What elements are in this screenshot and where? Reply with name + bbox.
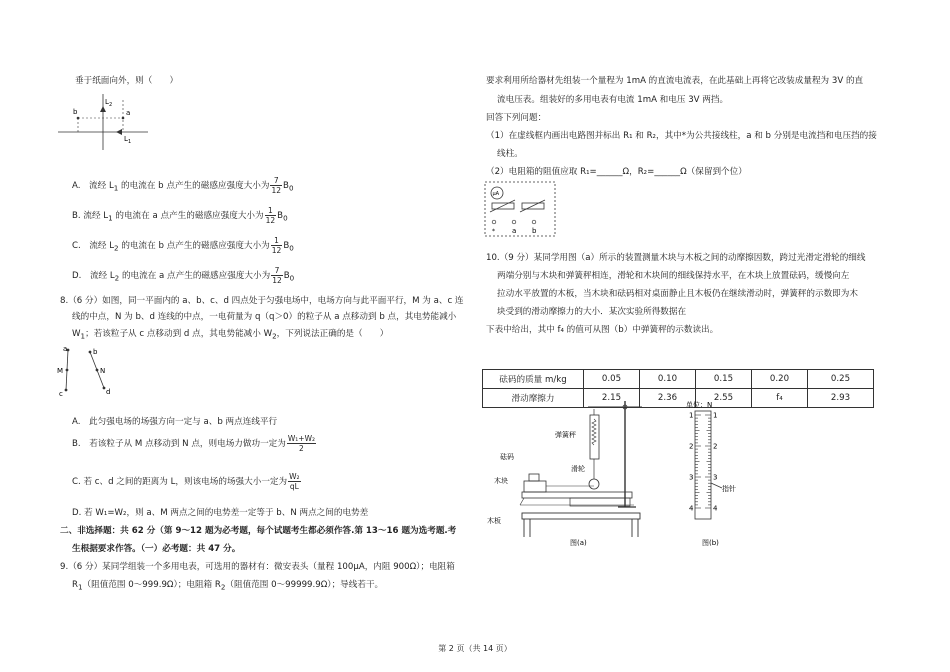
- page-footer: 第 2 页（共 14 页）: [438, 644, 512, 653]
- q8-option-C[interactable]: C. 若 c、d 之间的距离为 L，则该电场的场强大小一定为 $\frac{\text{W₂}}{qL}$: [72, 472, 300, 491]
- table-cell: 2.55: [696, 389, 752, 408]
- q9-subq1-line1: （1）在虚线框内画出电路图并标出 R₁ 和 R₂，其中*为公共接线柱，a 和 b 分别是电流挡和电压挡的接: [486, 131, 877, 141]
- table-cell: 2.15: [584, 389, 640, 408]
- q10-stem-line2: 两端分别与木块和弹簧秤相连，滑轮和木块间的细线保持水平，在木块上放置砝码，缓慢向左: [497, 271, 850, 281]
- q7-intro: 垂于纸面向外，则（ ）: [75, 76, 179, 86]
- fig9-terminal-b: b: [532, 227, 537, 235]
- fig-q9-circuit-box: [484, 181, 556, 237]
- fig7-label-L2: L: [105, 98, 109, 106]
- fig-a-label-board: 木板: [487, 517, 501, 525]
- fig7-label-a: a: [126, 109, 131, 117]
- fig7-label-L2-sub: 2: [109, 102, 113, 108]
- fig-b-tick-label-right: 3: [713, 473, 718, 482]
- q9-requirement-line1: 要求利用所给器材先组装一个量程为 1mA 的直流电流表，在此基础上再将它改装成量程为 3V 的直: [486, 76, 864, 86]
- table-cell: 砝码的质量 m/kg: [483, 370, 584, 389]
- fig-a-label-spring-scale: 弹簧秤: [555, 431, 576, 439]
- q9-stem-line1: 9.（6 分）某同学组装一个多用电表，可选用的器材有：微安表头（量程 100μA，内阻 900Ω）；电阻箱: [60, 562, 455, 572]
- q9-stem-line2: $R_1$（阻值范围 0～999.9Ω）；电阻箱 $R_2$（阻值范围 0～99999.9Ω）；导线若干。: [72, 580, 384, 592]
- fig-b-caption: 图(b): [702, 539, 719, 547]
- fig8-label-N: N: [100, 367, 106, 375]
- table-cell: 滑动摩擦力: [483, 389, 584, 408]
- fig-b-unit-label: 单位：N: [686, 401, 713, 409]
- fig7-label-b: b: [73, 108, 78, 116]
- fig-a-caption: 图(a): [570, 539, 587, 547]
- q10-stem-line1: 10.（9 分）某同学用图（a）所示的装置测量木块与木板之间的动摩擦因数，跨过光滑定滑轮的细线: [486, 253, 866, 263]
- q9-subq1-line2: 线柱。: [497, 149, 523, 159]
- q10-stem-line3: 拉动水平放置的木板，当木块和砝码相对桌面静止且木板仍在继续滑动时，弹簧秤的示数即为木: [497, 289, 858, 299]
- table-cell: 0.20: [752, 370, 808, 389]
- fig9-microammeter-label: μA: [492, 191, 500, 197]
- fig-b-tick-label-left: 4: [689, 504, 694, 513]
- table-cell: 0.25: [808, 370, 874, 389]
- table-cell: 0.15: [696, 370, 752, 389]
- fig9-terminal-a: a: [512, 227, 517, 235]
- fig8-label-d: d: [106, 388, 111, 396]
- fig-a-apparatus: [484, 395, 664, 550]
- table-cell: 0.05: [584, 370, 640, 389]
- q7-option-A[interactable]: A. 流经 $L_1$ 的电流在 b 点产生的磁感应强度大小为 $\frac{7}{12}$ $B_0$: [72, 176, 294, 195]
- q7-option-C[interactable]: C. 流经 $L_2$ 的电流在 b 点产生的磁感应强度大小为 $\frac{1}{12}$ $B_0$: [72, 236, 294, 255]
- section2-heading-line2: 生根据要求作答。（一）必考题：共 47 分。: [72, 544, 241, 554]
- q8-stem-line2: 线的中点，N 为 b、d 连线的中点，一电荷量为 q（q＞0）的粒子从 a 点移动到 b 点，其电势能减小: [72, 312, 457, 322]
- fig8-label-a: a: [63, 345, 68, 353]
- q9-answer-prompt: 回答下列问题：: [486, 113, 547, 123]
- table-cell: f₄: [752, 389, 808, 408]
- q8-option-D[interactable]: D. 若 W₁=W₂，则 a、M 两点之间的电势差一定等于 b、N 两点之间的电势差: [72, 508, 369, 518]
- fig-a-label-block: 木块: [494, 477, 508, 485]
- section2-heading-line1: 二、非选择题：共 62 分（第 9～12 题为必考题，每个试题考生都必须作答.第 13～16 题为选考题.考: [60, 526, 457, 536]
- fig-b-tick-label-right: 4: [713, 504, 718, 513]
- fig-b-ticks: [689, 412, 718, 513]
- q10-stem-line4: 块受到的滑动摩擦力的大小．某次实验所得数据在: [497, 307, 687, 317]
- fig-a-label-pulley: 滑轮: [571, 465, 585, 473]
- fig-q8-points: [56, 344, 116, 400]
- fig-b-spring-scale-reading: [674, 395, 754, 550]
- q8-stem-line3: $W_1$；若该粒子从 c 点移动到 d 点，其电势能减小 $W_2$，下列说法正确的是（ ）: [72, 329, 389, 341]
- table-cell: 0.10: [640, 370, 696, 389]
- fig-b-tick-label-left: 3: [689, 473, 694, 482]
- fig8-label-M: M: [57, 367, 64, 375]
- fig-a-label-weight: 砝码: [500, 453, 514, 461]
- q9-requirement-line2: 流电压表。组装好的多用电表有电流 1mA 和电压 3V 两挡。: [497, 95, 729, 105]
- fig7-label-L1-sub: 1: [128, 139, 132, 145]
- fig8-label-c: c: [59, 390, 63, 398]
- q9-subq2: （2）电阻箱的阻值应取 R₁=______Ω，R₂=______Ω（保留到个位）: [486, 167, 747, 177]
- q8-option-A[interactable]: A. 此匀强电场的场强方向一定与 a、b 两点连线平行: [72, 417, 278, 427]
- q8-option-B[interactable]: B. 若该粒子从 M 点移动到 N 点，则电场力做功一定为 $\frac{\text{W₁+W₂}}{2}$: [72, 434, 316, 453]
- fig-b-tick-label-left: 2: [689, 442, 694, 451]
- fig-q7-wires: [58, 92, 158, 152]
- table-row-mass: [483, 370, 874, 389]
- fig8-label-b: b: [93, 348, 98, 356]
- fig9-terminal-common: *: [492, 228, 495, 235]
- table-cell: 2.93: [808, 389, 874, 408]
- q7-option-B[interactable]: B. 流经 $L_1$ 的电流在 a 点产生的磁感应强度大小为 $\frac{1}{12}$ $B_0$: [72, 206, 288, 225]
- table-cell: 2.36: [640, 389, 696, 408]
- fig-b-pointer-label: 指针: [722, 485, 736, 493]
- fig7-label-L1: L: [124, 135, 128, 143]
- q7-option-D[interactable]: D. 流经 $L_2$ 的电流在 a 点产生的磁感应强度大小为 $\frac{7}{12}$ $B_0$: [72, 266, 295, 285]
- fig-b-tick-label-right: 2: [713, 442, 718, 451]
- fig-b-tick-label-left: 1: [689, 411, 694, 420]
- fig-b-tick-label-right: 1: [713, 411, 718, 420]
- q10-stem-line5: 下表中给出，其中 f₄ 的值可从图（b）中弹簧秤的示数读出。: [486, 325, 719, 335]
- q8-stem-line1: 8.（6 分）如图，同一平面内的 a、b、c、d 四点处于匀强电场中，电场方向与此平面平行，M 为 a、c 连: [60, 296, 464, 306]
